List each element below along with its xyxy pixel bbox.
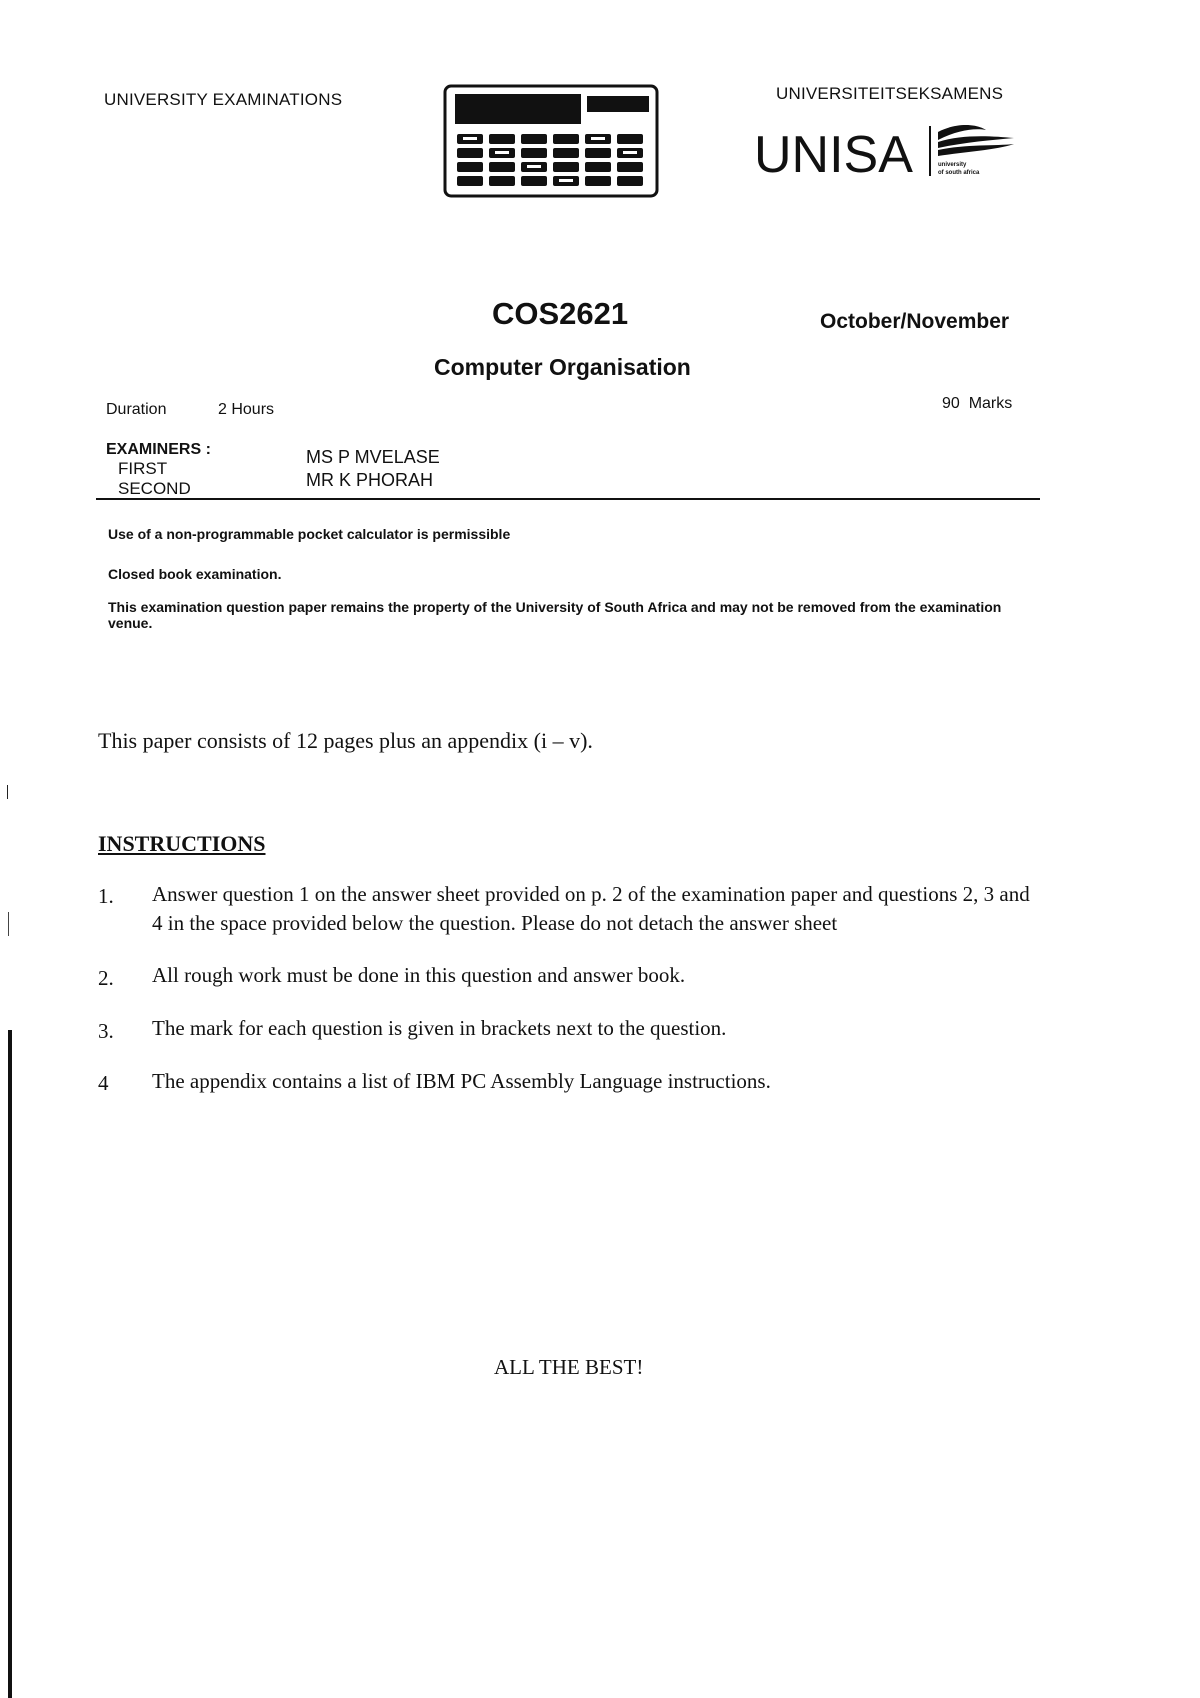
instruction-text: The appendix contains a list of IBM PC Assembly Language instructions. — [152, 1069, 771, 1093]
closed-book-note: Closed book examination. — [108, 566, 282, 582]
closing-message: ALL THE BEST! — [494, 1355, 644, 1379]
unisa-logo — [752, 118, 1018, 184]
instruction-text: All rough work must be done in this question and answer book. — [152, 963, 686, 987]
first-examiner-name: MS P MVELASE — [306, 447, 440, 467]
scan-edge-shadow — [8, 1030, 12, 1698]
total-marks: 90 Marks — [942, 395, 1013, 412]
second-examiner-name: MR K PHORAH — [306, 470, 434, 490]
scan-mark — [7, 785, 8, 799]
instruction-text: The mark for each question is given in brackets next to the question. — [152, 1016, 727, 1040]
calculator-note: Use of a non-programmable pocket calculator is permissible — [108, 526, 511, 542]
duration-label: Duration — [106, 401, 167, 418]
instruction-number: 3. — [98, 1019, 114, 1043]
exam-period: October/November — [820, 310, 1010, 333]
instruction-number: 2. — [98, 966, 114, 990]
instructions-heading: INSTRUCTIONS — [98, 831, 266, 856]
instruction-text: Answer question 1 on the answer sheet provided on p. 2 of the examination paper and questions 2, 3 and 4 in the space provided below the question. Please do not detach the answer sheet — [152, 882, 1030, 935]
property-note: This examination question paper remains the property of the University of South Africa and may not be removed from the examination venue. — [108, 599, 1002, 631]
header-left-label: UNIVERSITY EXAMINATIONS — [104, 90, 343, 109]
second-examiner-role: SECOND — [118, 479, 191, 498]
scan-mark — [8, 912, 9, 936]
first-examiner-role: FIRST — [118, 459, 168, 478]
course-code: COS2621 — [492, 296, 629, 331]
svg-text:UNISA: UNISA — [754, 126, 913, 184]
svg-text:of south africa: of south africa — [938, 170, 980, 176]
examiners-label: EXAMINERS : — [106, 441, 211, 458]
course-title: Computer Organisation — [434, 354, 691, 380]
page-count: This paper consists of 12 pages plus an appendix (i – v). — [98, 728, 593, 753]
calculator-icon — [443, 84, 659, 198]
instruction-number: 1. — [98, 884, 114, 908]
header-right-label: UNIVERSITEITSEKSAMENS — [776, 84, 1004, 103]
header-divider — [96, 498, 1040, 500]
duration-value: 2 Hours — [218, 401, 275, 418]
svg-text:university: university — [938, 162, 967, 168]
instruction-number: 4 — [98, 1071, 109, 1095]
